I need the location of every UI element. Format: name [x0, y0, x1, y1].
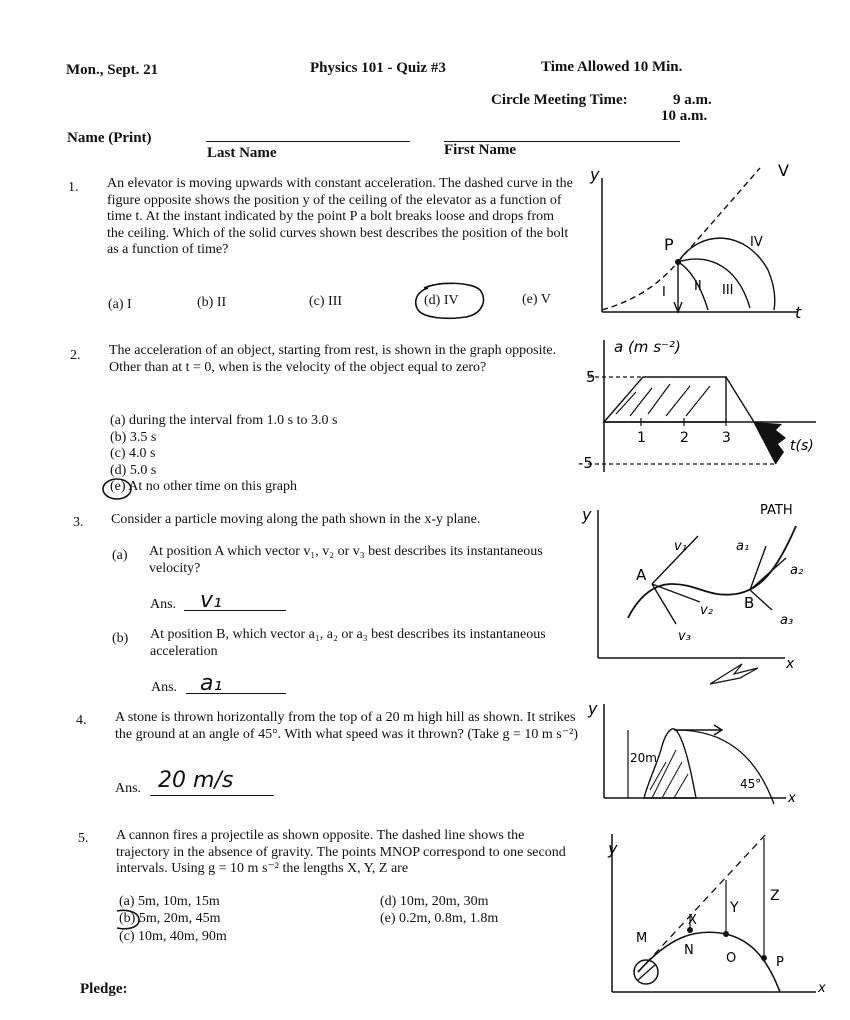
q3-number: 3. [73, 515, 84, 530]
course-title: Physics 101 - Quiz #3 [310, 60, 446, 76]
q2-fig-xlabel: t(s) [790, 438, 814, 454]
q4-fig-angle: 45° [740, 777, 762, 791]
q2-fig-y-pos: 5 [586, 368, 596, 386]
q1-fig-II: II [694, 279, 702, 294]
q3-fig-a2: a₂ [790, 563, 804, 578]
q2-number: 2. [70, 348, 81, 363]
q5-figure [600, 824, 830, 1004]
q4-number: 4. [76, 713, 87, 728]
q2-text: The acceleration of an object, starting from rest, is shown in the graph opposite. Other than at t = 0, when is the velocity of the object equal to zero? [109, 343, 557, 375]
q2-answer-circle [101, 476, 137, 502]
q1-fig-III: III [722, 283, 734, 298]
q1-fig-V: V [778, 161, 789, 180]
q1-option-c[interactable]: (c) III [309, 294, 343, 309]
q3-fig-x: x [786, 656, 795, 672]
q4-fig-height: 20m [630, 751, 657, 765]
q5-option-e[interactable]: (e) 0.2m, 0.8m, 1.8m [380, 911, 499, 926]
q3b-ans-label: Ans. [151, 680, 178, 695]
q3-fig-A: A [636, 566, 647, 584]
q1-figure [586, 150, 822, 325]
q1-fig-P: P [664, 235, 674, 254]
q2-figure [578, 332, 823, 482]
q3b-label: (b) [112, 631, 129, 646]
q5-fig-x: x [818, 981, 826, 996]
q2-option-c[interactable]: (c) 4.0 s [110, 446, 156, 461]
meeting-time-10am[interactable]: 10 a.m. [661, 108, 708, 124]
q2-option-b[interactable]: (b) 3.5 s [110, 430, 157, 445]
q1-option-a[interactable]: (a) I [108, 297, 132, 312]
q5-text: A cannon fires a projectile as shown opposite. The dashed line shows the trajectory in the absence of gravity. The points MNOP correspond to one second intervals. Using g = 10 m s⁻² the lengths X, Y, Z are [116, 828, 566, 876]
q1-fig-IV: IV [750, 235, 763, 250]
q4-figure [586, 696, 816, 811]
meeting-time-label: Circle Meeting Time: [491, 92, 628, 108]
q1-answer-circle [410, 280, 490, 322]
q2-option-a[interactable]: (a) during the interval from 1.0 s to 3.0 s [110, 413, 338, 428]
time-allowed: Time Allowed 10 Min. [541, 59, 683, 75]
q5-option-b[interactable]: (b) 5m, 20m, 45m [119, 911, 221, 926]
q5-fig-X: X [688, 913, 697, 928]
q4-fig-y: y [588, 699, 598, 718]
q2-option-d[interactable]: (d) 5.0 s [110, 463, 157, 478]
q3-fig-v2: v₂ [700, 603, 713, 618]
q3-fig-path: PATH [760, 503, 793, 518]
q3a-answer: v₁ [200, 588, 222, 613]
q5-option-a[interactable]: (a) 5m, 10m, 15m [119, 894, 220, 909]
q5-answer-circle [111, 908, 145, 932]
q2-fig-tick-2: 2 [680, 430, 689, 446]
q4-answer-line[interactable] [150, 795, 274, 796]
q1-number: 1. [68, 180, 79, 195]
q5-fig-y: y [608, 839, 618, 858]
q1-option-b[interactable]: (b) II [197, 295, 227, 310]
q5-fig-O: O [726, 951, 737, 966]
last-name-label: Last Name [207, 145, 277, 161]
q1-fig-I: I [662, 285, 666, 300]
q4-ans-label: Ans. [115, 781, 142, 796]
q3-fig-a1: a₁ [736, 539, 750, 554]
q1-fig-y: y [590, 165, 600, 184]
q4-text: A stone is thrown horizontally from the top of a 20 m high hill as shown. It strikes the ground at an angle of 45°. With what speed was it thrown? (Take g = 10 m s⁻²) [115, 710, 579, 742]
q5-fig-Z: Z [770, 888, 780, 904]
name-label: Name (Print) [67, 130, 152, 146]
q2-fig-y-neg: -5 [578, 454, 593, 472]
q5-fig-M: M [636, 931, 648, 946]
q4-answer: 20 m/s [158, 768, 234, 793]
q2-fig-ylabel: a (m s⁻²) [614, 338, 681, 356]
q5-fig-N: N [684, 943, 694, 958]
q1-option-d[interactable]: (d) IV [424, 293, 459, 308]
q3b-answer: a₁ [200, 671, 223, 696]
q3a-label: (a) [112, 548, 128, 563]
q3-fig-B: B [744, 594, 755, 612]
q3-fig-v1: v₁ [674, 539, 687, 554]
q3-fig-a3: a₃ [780, 613, 794, 628]
last-name-field[interactable] [206, 141, 410, 142]
q3a-ans-label: Ans. [150, 597, 177, 612]
q3-text: Consider a particle moving along the path shown in the x-y plane. [111, 512, 481, 527]
q3-fig-y: y [582, 505, 592, 524]
q1-text: An elevator is moving upwards with constant acceleration. The dashed curve in the figure opposite shows the position y of the ceiling of the elevator as a function of time t. At the instant indicated by the point P a bolt breaks loose and drops from the ceiling. Which of the solid curves shown best describes the position of the bolt as a function of time? [107, 176, 573, 257]
q5-number: 5. [78, 831, 89, 846]
q5-option-d[interactable]: (d) 10m, 20m, 30m [380, 894, 489, 909]
q2-fig-tick-3: 3 [722, 430, 731, 446]
q1-option-e[interactable]: (e) V [522, 292, 551, 307]
meeting-time-9am[interactable]: 9 a.m. [673, 92, 712, 108]
pledge-field[interactable] [142, 995, 482, 996]
q5-fig-P: P [776, 955, 784, 970]
q5-fig-Y: Y [730, 900, 739, 916]
q3-fig-v3: v₃ [678, 629, 691, 644]
q2-fig-tick-1: 1 [637, 430, 646, 446]
first-name-label: First Name [444, 142, 517, 158]
q5-option-c[interactable]: (c) 10m, 40m, 90m [119, 929, 227, 944]
q3a-text: At position A which vector v₁, v₂ or v₃ best describes its instantaneous velocity? [149, 544, 543, 576]
q1-fig-t: t [795, 303, 802, 322]
quiz-date: Mon., Sept. 21 [66, 62, 159, 78]
q3-figure [580, 498, 820, 698]
q4-fig-x: x [788, 791, 796, 806]
q2-option-e[interactable]: (e) At no other time on this graph [110, 479, 298, 494]
q3b-text: At position B, which vector a₁, a₂ or a₃ best describes its instantaneous acceleration [150, 627, 546, 659]
pledge-label: Pledge: [80, 981, 128, 997]
